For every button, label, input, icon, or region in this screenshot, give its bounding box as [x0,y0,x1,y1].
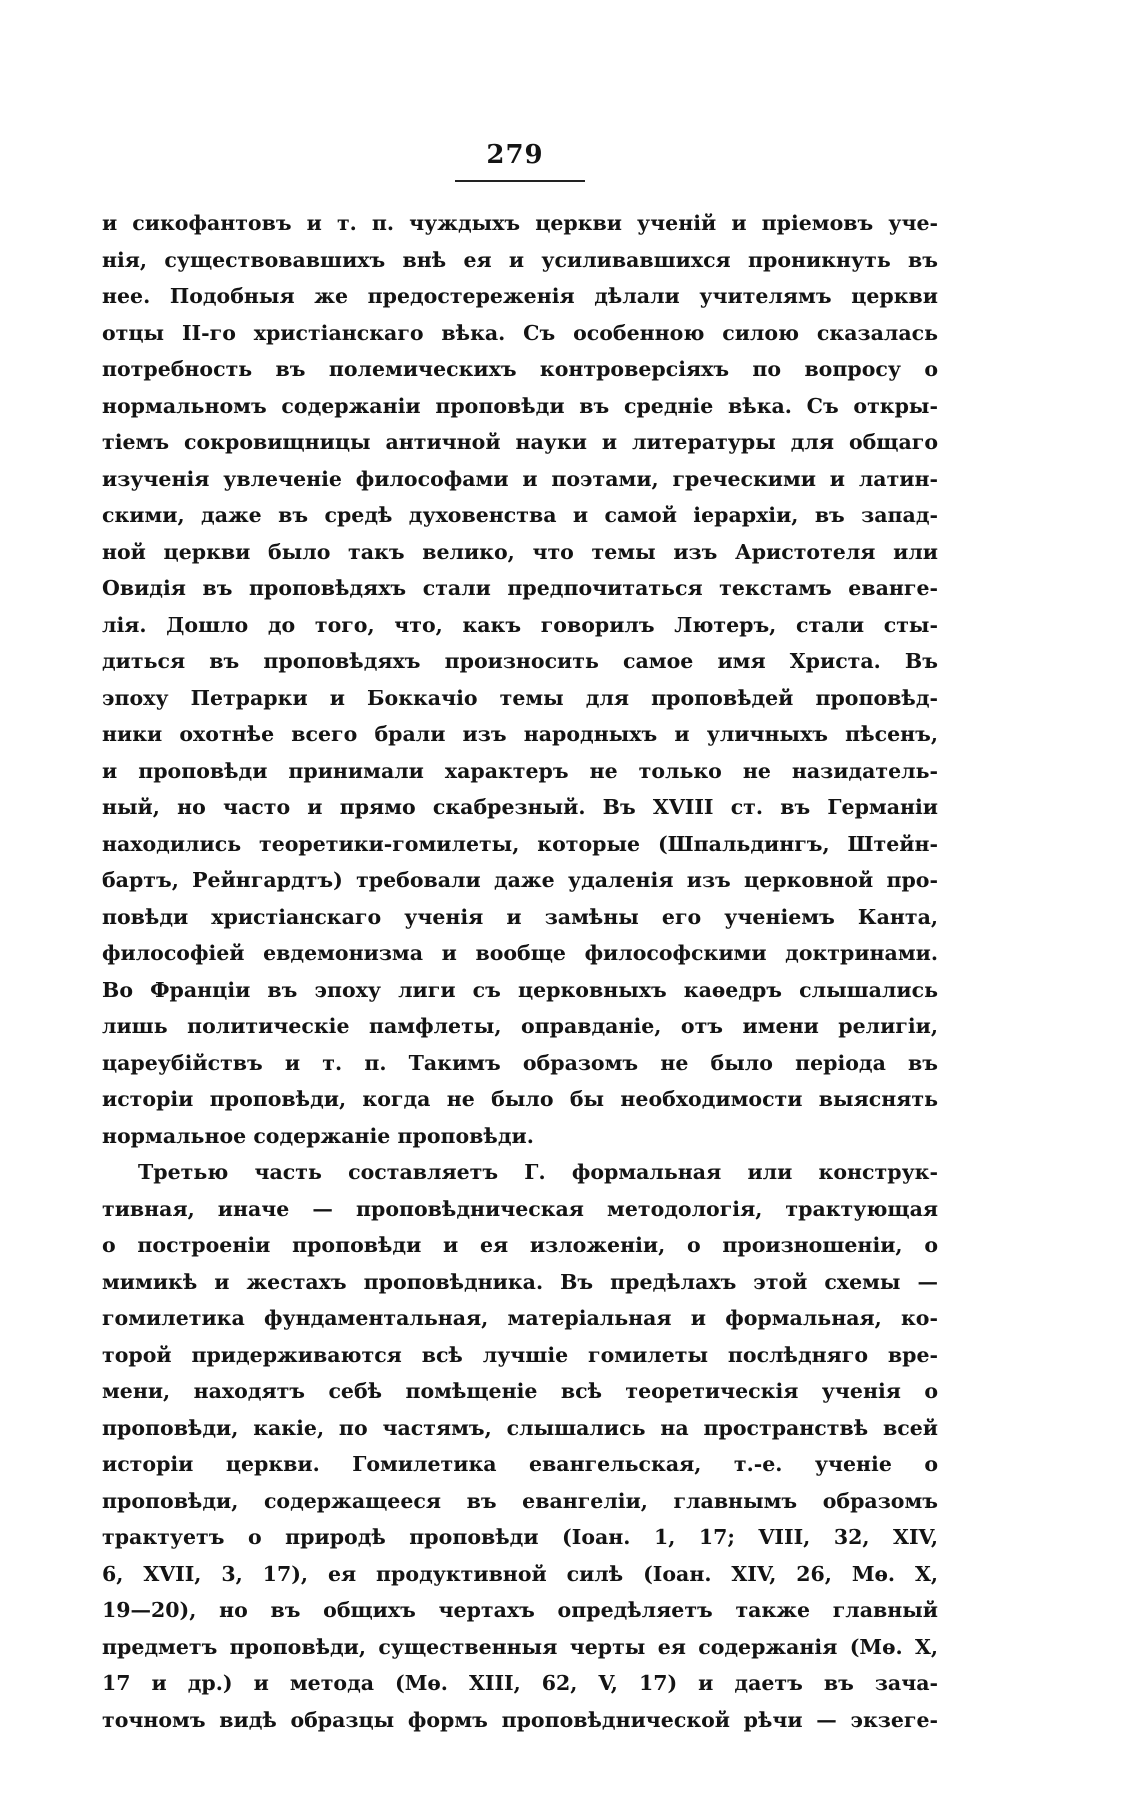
text-line: и сикофантовъ и т. п. чуждыхъ церкви ученій и пріемовъ уче- [102,211,938,235]
text-line: 17 и др.) и метода (Мѳ. XIII, 62, V, 17) и даетъ въ зача- [102,1671,938,1695]
text-line: изученія увлеченіе философами и поэтами, греческими и латин- [102,466,938,491]
text-line: нее. Подобныя же предостереженія дѣлали учителямъ церкви [102,284,938,308]
text-line: 19—20), но въ общихъ чертахъ опредѣляетъ также главный [102,1598,938,1622]
text-line: скими, даже въ средѣ духовенства и самой іерархіи, въ запад- [102,503,938,527]
text-line: Во Франціи въ эпоху лиги съ церковныхъ каѳедръ слышались [102,977,938,1002]
text-line: предметъ проповѣди, существенныя черты ея содержанія (Мѳ. X, [102,1634,938,1659]
text-line: точномъ видѣ образцы формъ проповѣднической рѣчи — экзеге- [102,1707,938,1732]
page-number: 279 [486,140,544,170]
text-line: Овидія въ проповѣдяхъ стали предпочитаться текстамъ еванге- [102,576,938,600]
text-line: эпоху Петрарки и Боккачіо темы для проповѣдей проповѣд- [102,685,938,710]
text-line: диться въ проповѣдяхъ произносить самое имя Христа. Въ [102,649,938,673]
text-line: 6, XVII, 3, 17), ея продуктивной силѣ (Іоан. XIV, 26, Мѳ. X, [102,1561,938,1586]
text-line: проповѣди, содержащееся въ евангеліи, главнымъ образомъ [102,1488,938,1513]
text-line: философіей евдемонизма и вообще философскими доктринами. [102,941,938,965]
text-line: ной церкви было такъ велико, что темы изъ Аристотеля или [102,539,938,564]
text-line: лишь политическіе памфлеты, оправданіе, отъ имени религіи, [102,1014,938,1038]
body-text [102,205,938,1738]
text-line: цареубійствъ и т. п. Такимъ образомъ не было періода въ [102,1050,938,1075]
text-line: бартъ, Рейнгардтъ) требовали даже удаленія изъ церковной про- [102,868,938,892]
text-line: лія. Дошло до того, что, какъ говорилъ Лютеръ, стали сты- [102,612,938,637]
text-line: отцы II-го христіанскаго вѣка. Съ особенною силою сказалась [102,320,938,345]
text-line: повѣди христіанскаго ученія и замѣны его ученіемъ Канта, [102,904,938,929]
text-line: тивная, иначе — проповѣдническая методологія, трактующая [102,1196,938,1221]
text-line: проповѣди, какіе, по частямъ, слышались на пространствѣ всей [102,1415,938,1440]
paragraph-2 [102,1154,938,1738]
page-number-rule [455,180,585,182]
text-line: нія, существовавшихъ внѣ ея и усиливавшихся проникнуть въ [102,247,938,272]
text-line: ный, но часто и прямо скабрезный. Въ XVIII ст. въ Германіи [102,795,938,819]
text-line: нормальномъ содержаніи проповѣди въ средніе вѣка. Съ откры- [102,393,938,418]
paragraph-1 [102,205,938,1154]
text-line: исторіи проповѣди, когда не было бы необходимости выяснять [102,1087,938,1111]
text-line: ники охотнѣе всего брали изъ народныхъ и уличныхъ пѣсенъ, [102,722,938,746]
text-line: потребность въ полемическихъ контроверсіяхъ по вопросу о [102,357,938,381]
text-line: мимикѣ и жестахъ проповѣдника. Въ предѣлахъ этой схемы — [102,1269,938,1294]
text-line: трактуетъ о природѣ проповѣди (Іоан. 1, 17; VIII, 32, XIV, [102,1525,938,1549]
text-line: тіемъ сокровищницы античной науки и литературы для общаго [102,430,938,454]
text-line: торой придерживаются всѣ лучшіе гомилеты послѣдняго вре- [102,1342,938,1367]
text-line: исторіи церкви. Гомилетика евангельская, т.-е. ученіе о [102,1452,938,1476]
text-line: о построеніи проповѣди и ея изложеніи, о произношеніи, о [102,1233,938,1257]
text-line: гомилетика фундаментальная, матеріальная и формальная, ко- [102,1306,938,1330]
text-line: мени, находятъ себѣ помѣщеніе всѣ теоретическія ученія о [102,1379,938,1403]
text-line: Третью часть составляетъ Г. формальная или конструк- [138,1160,938,1184]
text-line: и проповѣди принимали характеръ не только не назидатель- [102,758,938,783]
text-line: нормальное содержаніе проповѣди. [102,1123,534,1148]
text-line: находились теоретики-гомилеты, которые (Шпальдингъ, Штейн- [102,831,938,856]
